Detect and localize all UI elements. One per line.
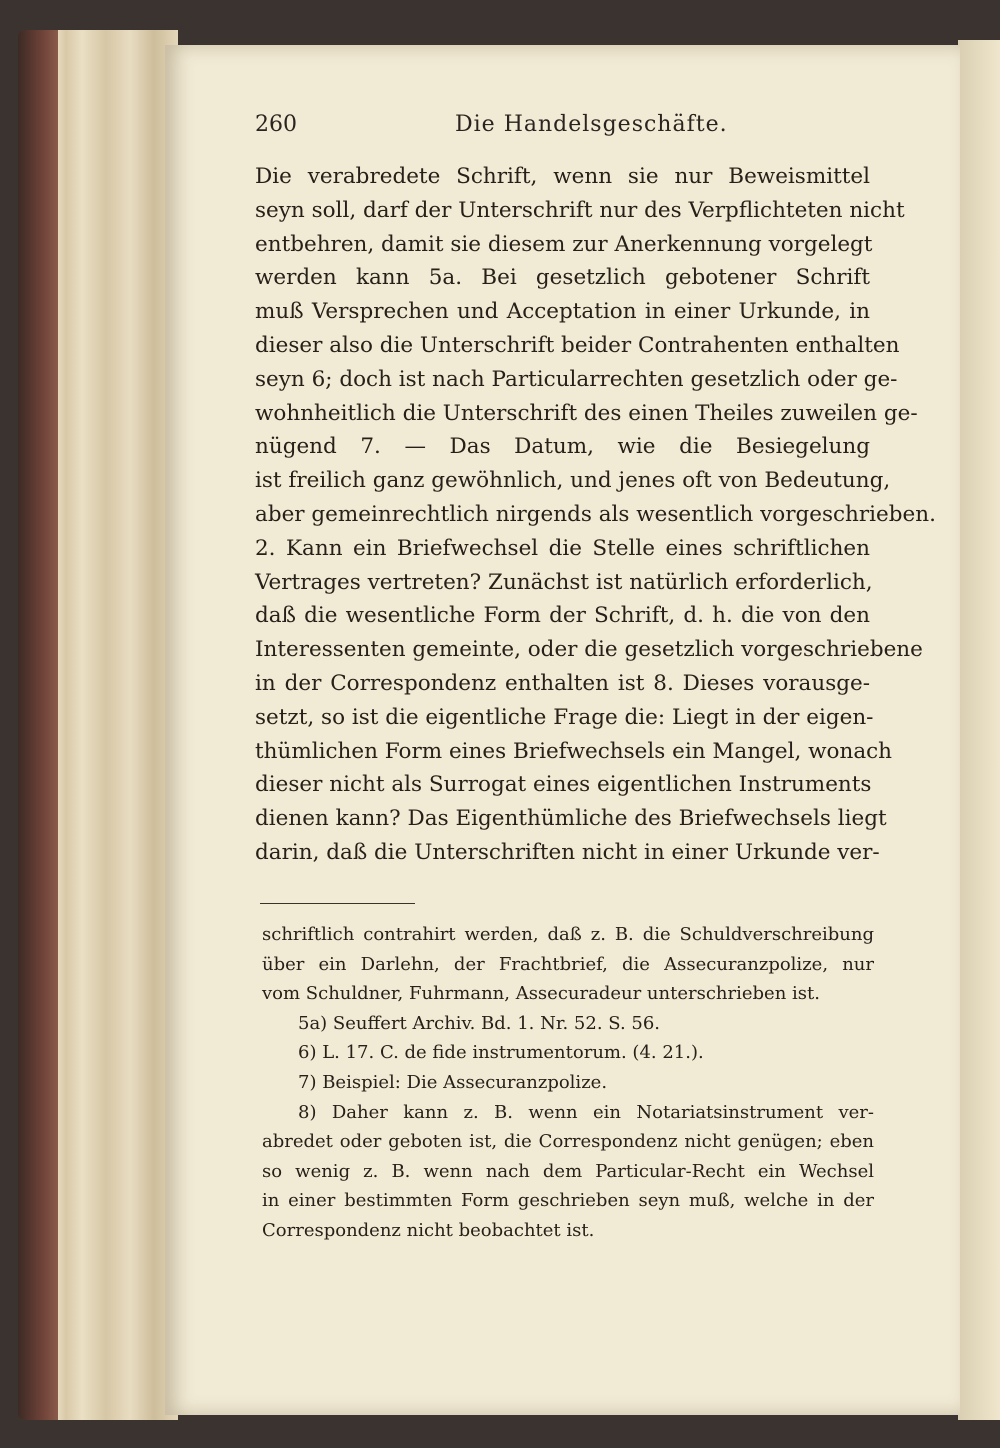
text-line: nügend 7. — Das Datum, wie die Besiegelung <box>255 434 870 460</box>
footnote-5a: 5a) Seuffert Archiv. Bd. 1. Nr. 52. S. 56. <box>298 1012 661 1034</box>
footnote-line: abredet oder geboten ist, die Correspondenz nicht genügen; eben <box>262 1131 874 1153</box>
text-line: Vertrages vertreten? Zunächst ist natürlich erforderlich, <box>255 569 873 595</box>
text-line: seyn soll, darf der Unterschrift nur des Verpflichteten nicht <box>255 197 905 223</box>
footnote-line: vom Schuldner, Fuhrmann, Assecuradeur unterschrieben ist. <box>262 983 820 1005</box>
text-line: entbehren, damit sie diesem zur Anerkennung vorgelegt <box>255 231 873 257</box>
footnote-line: so wenig z. B. wenn nach dem Particular-Recht ein Wechsel <box>262 1160 874 1182</box>
page-number: 260 <box>255 112 297 137</box>
page-header <box>255 112 875 142</box>
main-text-block <box>255 160 936 870</box>
footnote-7: 7) Beispiel: Die Assecuranzpolize. <box>298 1071 608 1093</box>
footnote-line: in einer bestimmten Form geschrieben seyn muß, welche in der <box>262 1190 874 1212</box>
text-line: setzt, so ist die eigentliche Frage die: Liegt in der eigen- <box>255 704 874 730</box>
text-line: muß Versprechen und Acceptation in einer Urkunde, in <box>255 299 870 325</box>
book-spine <box>18 30 58 1420</box>
facing-page-edge <box>958 40 1000 1420</box>
footnote-separator <box>260 903 415 904</box>
text-line: seyn 6; doch ist nach Particularrechten gesetzlich oder ge- <box>255 366 898 392</box>
text-line: thümlichen Form eines Briefwechsels ein Mangel, wonach <box>255 738 893 764</box>
text-line: in der Correspondenz enthalten ist 8. Dieses vorausge- <box>255 670 870 696</box>
text-line: dieser nicht als Surrogat eines eigentlichen Instruments <box>255 772 872 798</box>
footnote-line: über ein Darlehn, der Frachtbrief, die Assecuranzpolize, nur <box>262 953 874 975</box>
text-line: Die verabredete Schrift, wenn sie nur Beweismittel <box>255 164 870 189</box>
footnote-line: Correspondenz nicht beobachtet ist. <box>262 1219 595 1241</box>
text-line: werden kann 5a. Bei gesetzlich gebotener Schrift <box>255 265 870 291</box>
running-title: Die Handelsgeschäfte. <box>455 112 728 137</box>
text-line: ist freilich ganz gewöhnlich, und jenes oft von Bedeutung, <box>255 468 891 494</box>
text-line: darin, daß die Unterschriften nicht in einer Urkunde ver- <box>255 839 880 865</box>
footnotes-block <box>262 920 874 1246</box>
text-line: Interessenten gemeinte, oder die gesetzlich vorgeschriebene <box>255 637 923 663</box>
footnote-line: schriftlich contrahirt werden, daß z. B. die Schuldverschreibung <box>262 924 874 945</box>
text-line: wohnheitlich die Unterschrift des einen Theiles zuweilen ge- <box>255 400 918 426</box>
text-line: daß die wesentliche Form der Schrift, d. h. die von den <box>255 603 870 629</box>
text-line: dienen kann? Das Eigenthümliche des Briefwechsels liegt <box>255 806 887 832</box>
text-line: aber gemeinrechtlich nirgends als wesentlich vorgeschrieben. <box>255 501 936 527</box>
footnote-6: 6) L. 17. C. de fide instrumentorum. (4. 21.). <box>298 1042 704 1064</box>
text-line: 2. Kann ein Briefwechsel die Stelle eines schriftlichen <box>255 535 870 561</box>
text-line: dieser also die Unterschrift beider Contrahenten enthalten <box>255 332 900 358</box>
footnote-8: 8) Daher kann z. B. wenn ein Notariatsinstrument ver- <box>298 1101 874 1123</box>
